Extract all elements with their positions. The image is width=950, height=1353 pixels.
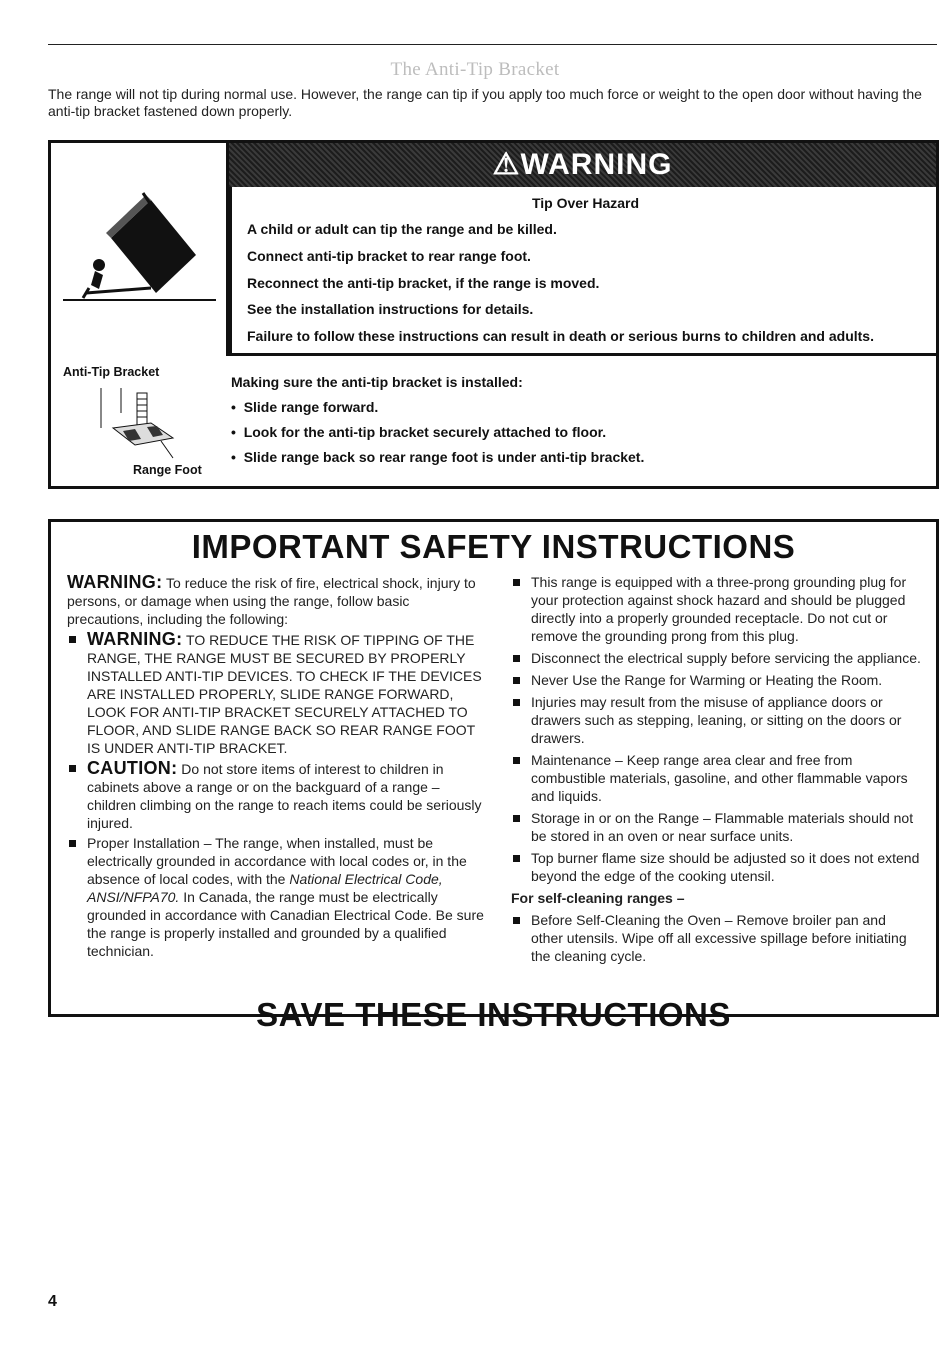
bullet-square-icon	[69, 765, 76, 772]
safety-item-label: WARNING:	[87, 629, 183, 649]
install-code-ref: National Electrical Code, ANSI/NFPA70.	[87, 871, 443, 905]
install-check-step: • Slide range forward.	[231, 399, 379, 415]
warning-line: See the installation instructions for details.	[247, 301, 534, 317]
warning-body	[229, 187, 939, 353]
tip-over-illustration	[51, 143, 229, 353]
safety-left-column	[67, 573, 487, 962]
safety-item-text: TO REDUCE THE RISK OF TIPPING OF THE RANGE, THE RANGE MUST BE SECURED BY PROPERLY INSTALLED ANTI-TIP DEVICES. TO CHECK IF THE DEVICES ARE INSTALLED PROPERLY, SLIDE RANGE FORWARD, LOOK FOR ANTI-TIP BRACKET SECURELY ATTACHED TO FLOOR, AND SLIDE RANGE BACK SO REAR RANGE FOOT IS UNDER ANTI-TIP BRACKET.	[87, 632, 482, 756]
safety-item	[511, 849, 921, 885]
safety-item	[511, 573, 921, 645]
install-text: Proper Installation – The range, when installed, must be electrically grounded in accordance with local codes or, in the absence of local codes, with the	[87, 835, 467, 887]
install-check-lead: Making sure the anti-tip bracket is installed:	[231, 374, 523, 390]
self-clean-heading: For self-cleaning ranges –	[511, 890, 685, 906]
safety-right-column	[511, 573, 921, 969]
bullet-square-icon	[513, 699, 520, 706]
warning-banner-label: WARNING	[520, 148, 673, 181]
safety-item-text: This range is equipped with a three-prong grounding plug for your protection against shock hazard and should be plugged directly into a properly grounded receptacle. Do not cut or remove the grounding prong from this plug.	[531, 574, 907, 644]
safety-item	[67, 759, 487, 832]
warning-line: Connect anti-tip bracket to rear range foot.	[247, 248, 531, 264]
safety-item	[511, 693, 921, 747]
safety-item	[511, 751, 921, 805]
warning-banner	[229, 143, 936, 187]
bullet-square-icon	[513, 757, 520, 764]
safety-intro-label: WARNING:	[67, 572, 163, 592]
warning-triangle-icon: ⚠	[492, 148, 521, 181]
anti-tip-bracket-icon	[91, 383, 181, 463]
range-foot-label: Range Foot	[133, 463, 202, 477]
warning-line: Failure to follow these instructions can result in death or serious burns to children and adults.	[247, 328, 874, 344]
safety-instructions-box	[48, 519, 939, 1033]
tip-over-icon	[51, 143, 226, 353]
page-number: 4	[48, 1293, 57, 1310]
top-rule	[48, 44, 937, 45]
bullet-square-icon	[513, 917, 520, 924]
safety-item-text: Never Use the Range for Warming or Heating the Room.	[531, 672, 883, 688]
warning-line: Reconnect the anti-tip bracket, if the range is moved.	[247, 275, 600, 291]
safety-item-text: Maintenance – Keep range area clear and free from combustible materials, gasoline, and other flammable vapors and liquids.	[531, 752, 908, 804]
safety-item	[511, 911, 921, 965]
bullet-square-icon	[69, 636, 76, 643]
warning-divider	[226, 353, 936, 356]
install-check-step-text: Look for the anti-tip bracket securely attached to floor.	[243, 424, 607, 440]
bullet-square-icon	[513, 677, 520, 684]
bullet-square-icon	[513, 579, 520, 586]
safety-intro	[67, 573, 487, 628]
install-check-step: • Slide range back so rear range foot is under anti-tip bracket.	[231, 449, 645, 465]
safety-item	[511, 809, 921, 845]
section-title: The Anti-Tip Bracket	[390, 59, 560, 80]
safety-intro-text: To reduce the risk of fire, electrical shock, injury to persons, or damage when using the range, follow basic precautions, including the following:	[67, 575, 476, 627]
safety-heading: IMPORTANT SAFETY INSTRUCTIONS	[191, 528, 796, 565]
safety-item-text: Injuries may result from the misuse of appliance doors or drawers such as stepping, leaning, or sitting on the doors or drawers.	[531, 694, 902, 746]
safety-item-text: Top burner flame size should be adjusted so it does not extend beyond the edge of the cooking utensil.	[531, 850, 920, 884]
anti-tip-bracket-label: Anti-Tip Bracket	[63, 365, 160, 379]
safety-item-text: Storage in or on the Range – Flammable materials should not be stored in an oven or near surface units.	[531, 810, 914, 844]
install-check-step: • Look for the anti-tip bracket securely attached to floor.	[231, 424, 607, 440]
safety-item-text: Disconnect the electrical supply before servicing the appliance.	[531, 650, 921, 666]
save-instructions-footer: SAVE THESE INSTRUCTIONS	[256, 996, 731, 1033]
safety-item	[67, 630, 487, 757]
install-text: In Canada, the range must be electrically grounded in accordance with Canadian Electrical Code. Be sure the range is properly installed and grounded by a qualified technician.	[87, 889, 484, 959]
intro-paragraph: The range will not tip during normal use. However, the range can tip if you apply too much force or weight to the open door without having the anti-tip bracket fastened down properly.	[48, 86, 922, 119]
safety-item	[511, 671, 921, 689]
bullet-square-icon	[513, 855, 520, 862]
install-check-step-text: Slide range back so rear range foot is under anti-tip bracket.	[243, 449, 645, 465]
warning-box	[48, 140, 939, 489]
warning-line: A child or adult can tip the range and be killed.	[247, 221, 557, 237]
safety-item-label: CAUTION:	[87, 758, 178, 778]
bullet-square-icon	[513, 815, 520, 822]
hazard-title: Tip Over Hazard	[531, 195, 640, 211]
warning-banner-text	[229, 143, 936, 187]
safety-item-text: Do not store items of interest to children in cabinets above a range or on the backguard of a range – children climbing on the range to reach items could be seriously injured.	[87, 761, 482, 831]
safety-item	[67, 834, 487, 960]
install-check-step-text: Slide range forward.	[243, 399, 379, 415]
safety-item-text: Before Self-Cleaning the Oven – Remove broiler pan and other utensils. Wipe off all excessive spillage before initiating the cleaning cycle.	[531, 912, 907, 964]
bullet-square-icon	[513, 655, 520, 662]
bullet-square-icon	[69, 840, 76, 847]
safety-item	[511, 649, 921, 667]
